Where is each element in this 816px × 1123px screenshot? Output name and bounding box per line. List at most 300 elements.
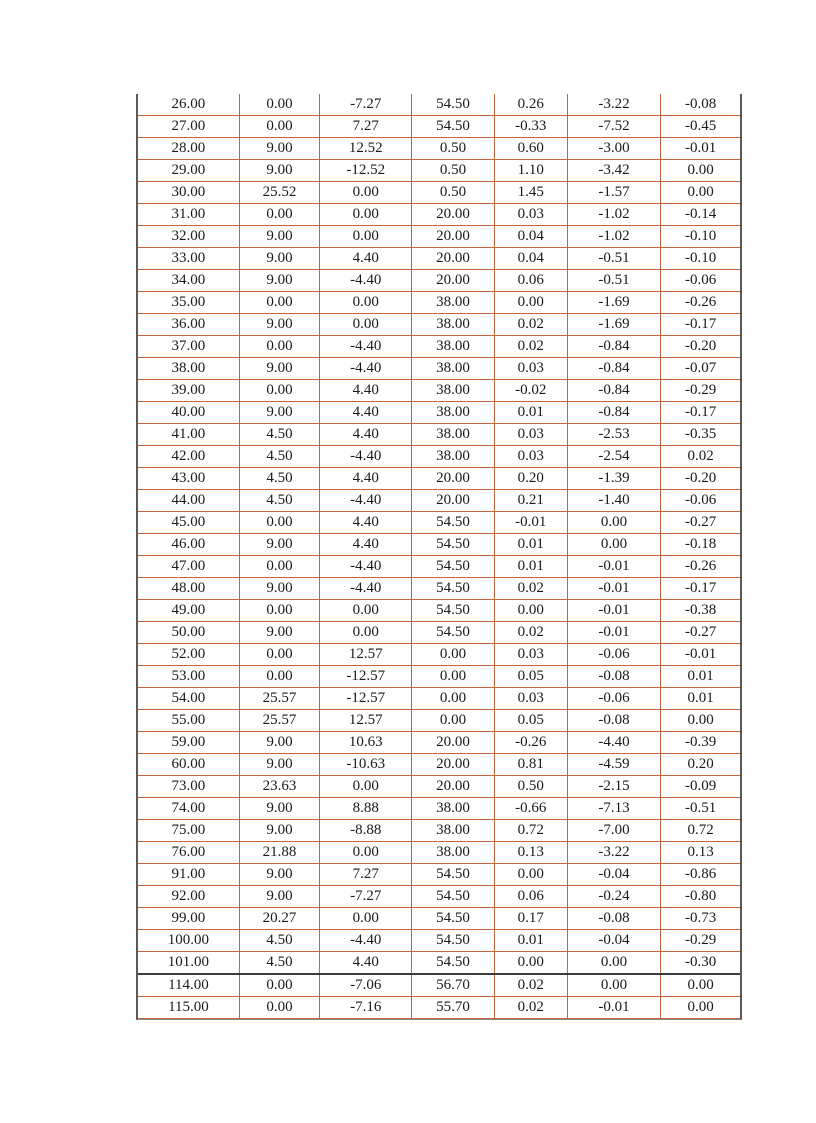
table-cell: 4.40	[320, 248, 412, 270]
table-cell: -0.27	[661, 512, 740, 534]
table-row	[138, 886, 740, 908]
table-cell: 20.00	[412, 204, 494, 226]
table-cell: 4.40	[320, 512, 412, 534]
table-cell: -4.40	[320, 446, 412, 468]
table-cell: 0.00	[239, 600, 319, 622]
table-row	[138, 930, 740, 952]
table-cell: 0.03	[494, 644, 567, 666]
table-cell: 12.57	[320, 710, 412, 732]
table-row	[138, 138, 740, 160]
table-cell: 60.00	[138, 754, 239, 776]
table-cell: 43.00	[138, 468, 239, 490]
table-cell: -0.26	[661, 292, 740, 314]
table-cell: 35.00	[138, 292, 239, 314]
table-cell: -10.63	[320, 754, 412, 776]
table-cell: 9.00	[239, 754, 319, 776]
table-cell: 0.00	[494, 600, 567, 622]
table-cell: 0.26	[494, 94, 567, 116]
table-cell: -12.57	[320, 666, 412, 688]
table-cell: 38.00	[412, 380, 494, 402]
table-cell: -3.22	[567, 94, 660, 116]
table-cell: 0.00	[567, 512, 660, 534]
table-cell: -7.27	[320, 94, 412, 116]
table-cell: -12.57	[320, 688, 412, 710]
table-cell: 0.00	[320, 204, 412, 226]
table-cell: -0.01	[661, 138, 740, 160]
table-row	[138, 292, 740, 314]
table-cell: 0.01	[494, 534, 567, 556]
table-cell: 9.00	[239, 886, 319, 908]
table-cell: 12.57	[320, 644, 412, 666]
table-cell: -7.13	[567, 798, 660, 820]
table-cell: -0.51	[567, 270, 660, 292]
table-cell: 0.00	[412, 688, 494, 710]
table-body	[138, 94, 740, 1019]
table-cell: 59.00	[138, 732, 239, 754]
table-cell: -7.06	[320, 974, 412, 997]
table-cell: -0.20	[661, 468, 740, 490]
table-cell: 9.00	[239, 226, 319, 248]
table-cell: -0.29	[661, 380, 740, 402]
table-cell: -1.02	[567, 226, 660, 248]
table-cell: -4.40	[320, 336, 412, 358]
table-cell: 54.50	[412, 952, 494, 975]
table-cell: -0.06	[567, 688, 660, 710]
table-cell: 54.50	[412, 116, 494, 138]
table-cell: 0.00	[567, 974, 660, 997]
table-cell: -0.07	[661, 358, 740, 380]
table-cell: -0.84	[567, 358, 660, 380]
table-cell: 0.00	[320, 776, 412, 798]
table-cell: -4.40	[320, 270, 412, 292]
table-cell: 0.00	[494, 292, 567, 314]
table-cell: 0.05	[494, 710, 567, 732]
table-cell: 9.00	[239, 534, 319, 556]
table-cell: 4.40	[320, 380, 412, 402]
table-cell: -7.52	[567, 116, 660, 138]
table-cell: -0.08	[567, 908, 660, 930]
table-row	[138, 600, 740, 622]
table-cell: 44.00	[138, 490, 239, 512]
table-cell: 54.50	[412, 556, 494, 578]
table-cell: 4.50	[239, 446, 319, 468]
table-cell: 26.00	[138, 94, 239, 116]
table-cell: 40.00	[138, 402, 239, 424]
table-cell: -0.04	[567, 864, 660, 886]
table-cell: 0.00	[320, 600, 412, 622]
table-row	[138, 270, 740, 292]
table-cell: 28.00	[138, 138, 239, 160]
table-row	[138, 952, 740, 975]
table-row	[138, 556, 740, 578]
table-cell: 12.52	[320, 138, 412, 160]
table-cell: 0.50	[494, 776, 567, 798]
table-row	[138, 402, 740, 424]
table-row	[138, 622, 740, 644]
table-cell: 38.00	[412, 842, 494, 864]
table-row	[138, 974, 740, 997]
table-cell: 9.00	[239, 160, 319, 182]
table-cell: 75.00	[138, 820, 239, 842]
table-cell: 0.00	[412, 644, 494, 666]
table-cell: -0.80	[661, 886, 740, 908]
table-row	[138, 534, 740, 556]
table-cell: 0.00	[320, 842, 412, 864]
table-cell: 32.00	[138, 226, 239, 248]
table-cell: 38.00	[412, 336, 494, 358]
table-cell: 0.00	[494, 864, 567, 886]
table-row	[138, 710, 740, 732]
table-cell: 0.21	[494, 490, 567, 512]
table-cell: 0.00	[239, 336, 319, 358]
table-cell: 0.04	[494, 226, 567, 248]
table-cell: 39.00	[138, 380, 239, 402]
table-cell: 0.00	[412, 666, 494, 688]
table-cell: 74.00	[138, 798, 239, 820]
table-cell: 46.00	[138, 534, 239, 556]
table-cell: 0.50	[412, 160, 494, 182]
table-row	[138, 336, 740, 358]
table-cell: -0.01	[567, 600, 660, 622]
table-cell: 76.00	[138, 842, 239, 864]
table-cell: 0.02	[494, 314, 567, 336]
table-cell: 45.00	[138, 512, 239, 534]
table-cell: 38.00	[412, 798, 494, 820]
table-cell: 0.72	[494, 820, 567, 842]
table-cell: -1.02	[567, 204, 660, 226]
table-cell: 38.00	[412, 358, 494, 380]
table-row	[138, 424, 740, 446]
table-cell: 9.00	[239, 622, 319, 644]
table-cell: -0.33	[494, 116, 567, 138]
table-cell: -0.02	[494, 380, 567, 402]
table-cell: 1.45	[494, 182, 567, 204]
table-cell: -0.20	[661, 336, 740, 358]
table-cell: 54.50	[412, 622, 494, 644]
table-cell: 0.60	[494, 138, 567, 160]
table-row	[138, 644, 740, 666]
table-cell: 73.00	[138, 776, 239, 798]
table-cell: 0.00	[320, 314, 412, 336]
table-cell: 0.00	[661, 974, 740, 997]
table-cell: 20.00	[412, 226, 494, 248]
table-row	[138, 820, 740, 842]
table-cell: -1.57	[567, 182, 660, 204]
table-cell: 0.00	[567, 952, 660, 975]
table-cell: 99.00	[138, 908, 239, 930]
table-cell: 54.00	[138, 688, 239, 710]
table-cell: 0.02	[494, 997, 567, 1019]
table-cell: 54.50	[412, 908, 494, 930]
table-cell: 9.00	[239, 798, 319, 820]
table-cell: 38.00	[412, 402, 494, 424]
table-cell: 4.40	[320, 424, 412, 446]
table-cell: 9.00	[239, 270, 319, 292]
table-cell: 25.57	[239, 688, 319, 710]
table-cell: 0.00	[239, 204, 319, 226]
table-cell: -0.06	[567, 644, 660, 666]
table-cell: 54.50	[412, 512, 494, 534]
table-cell: 0.00	[239, 556, 319, 578]
table-cell: 91.00	[138, 864, 239, 886]
table-row	[138, 248, 740, 270]
table-cell: -2.53	[567, 424, 660, 446]
table-cell: 0.02	[494, 336, 567, 358]
table-cell: 20.00	[412, 754, 494, 776]
table-cell: 34.00	[138, 270, 239, 292]
table-cell: 92.00	[138, 886, 239, 908]
table-cell: 31.00	[138, 204, 239, 226]
table-cell: 38.00	[412, 424, 494, 446]
table-row	[138, 160, 740, 182]
table-cell: -0.86	[661, 864, 740, 886]
table-cell: -0.26	[494, 732, 567, 754]
table-cell: -1.69	[567, 292, 660, 314]
table-cell: 20.27	[239, 908, 319, 930]
table-cell: 54.50	[412, 930, 494, 952]
table-cell: 9.00	[239, 138, 319, 160]
table-cell: 4.50	[239, 490, 319, 512]
table-cell: -0.18	[661, 534, 740, 556]
table-cell: 0.00	[239, 116, 319, 138]
table-cell: 0.01	[494, 402, 567, 424]
table-row	[138, 380, 740, 402]
table-cell: 38.00	[412, 446, 494, 468]
table-cell: 4.50	[239, 930, 319, 952]
table-row	[138, 997, 740, 1019]
table-row	[138, 490, 740, 512]
data-table	[138, 94, 740, 1019]
table-cell: 30.00	[138, 182, 239, 204]
table-cell: 101.00	[138, 952, 239, 975]
table-cell: 0.03	[494, 688, 567, 710]
table-cell: -4.40	[320, 490, 412, 512]
table-cell: 8.88	[320, 798, 412, 820]
table-cell: 0.20	[661, 754, 740, 776]
table-cell: -4.59	[567, 754, 660, 776]
table-cell: -0.01	[494, 512, 567, 534]
table-cell: 54.50	[412, 534, 494, 556]
table-cell: 0.01	[661, 688, 740, 710]
table-cell: -0.08	[661, 94, 740, 116]
table-cell: -0.17	[661, 314, 740, 336]
table-cell: 9.00	[239, 402, 319, 424]
table-cell: 0.01	[494, 930, 567, 952]
table-cell: 4.40	[320, 534, 412, 556]
table-cell: -0.01	[567, 997, 660, 1019]
table-cell: 4.40	[320, 468, 412, 490]
table-cell: 23.63	[239, 776, 319, 798]
table-cell: 53.00	[138, 666, 239, 688]
table-cell: 0.03	[494, 424, 567, 446]
table-cell: -0.51	[567, 248, 660, 270]
table-cell: -0.26	[661, 556, 740, 578]
table-cell: -3.42	[567, 160, 660, 182]
table-cell: 0.00	[239, 644, 319, 666]
table-row	[138, 446, 740, 468]
table-cell: 0.00	[239, 997, 319, 1019]
table-cell: 0.03	[494, 446, 567, 468]
table-cell: -4.40	[320, 358, 412, 380]
table-cell: -0.45	[661, 116, 740, 138]
table-cell: 4.50	[239, 952, 319, 975]
table-cell: 55.70	[412, 997, 494, 1019]
table-cell: -3.00	[567, 138, 660, 160]
table-cell: -0.08	[567, 666, 660, 688]
table-cell: 0.01	[661, 666, 740, 688]
table-cell: 38.00	[412, 292, 494, 314]
table-cell: 55.00	[138, 710, 239, 732]
table-cell: 20.00	[412, 468, 494, 490]
table-cell: 0.50	[412, 182, 494, 204]
table-row	[138, 226, 740, 248]
table-row	[138, 842, 740, 864]
table-cell: 25.57	[239, 710, 319, 732]
table-cell: 1.10	[494, 160, 567, 182]
table-cell: 0.17	[494, 908, 567, 930]
table-cell: -0.10	[661, 248, 740, 270]
table-row	[138, 666, 740, 688]
table-cell: 20.00	[412, 490, 494, 512]
table-cell: 100.00	[138, 930, 239, 952]
table-row	[138, 776, 740, 798]
table-row	[138, 358, 740, 380]
table-cell: 20.00	[412, 270, 494, 292]
table-cell: 0.00	[239, 666, 319, 688]
table-cell: -0.17	[661, 402, 740, 424]
table-cell: 9.00	[239, 248, 319, 270]
table-cell: 0.00	[412, 710, 494, 732]
table-cell: 7.27	[320, 116, 412, 138]
table-cell: 47.00	[138, 556, 239, 578]
table-cell: 38.00	[412, 314, 494, 336]
table-cell: 25.52	[239, 182, 319, 204]
table-cell: -0.39	[661, 732, 740, 754]
table-cell: -0.84	[567, 380, 660, 402]
table-cell: 27.00	[138, 116, 239, 138]
table-cell: -0.27	[661, 622, 740, 644]
table-row	[138, 578, 740, 600]
table-cell: -1.40	[567, 490, 660, 512]
table-cell: 29.00	[138, 160, 239, 182]
table-cell: -0.01	[567, 556, 660, 578]
table-cell: 0.00	[567, 534, 660, 556]
table-cell: 0.03	[494, 204, 567, 226]
table-cell: 0.13	[661, 842, 740, 864]
table-cell: 54.50	[412, 864, 494, 886]
table-cell: 54.50	[412, 578, 494, 600]
table-cell: -0.84	[567, 402, 660, 424]
table-row	[138, 182, 740, 204]
table-cell: 0.02	[661, 446, 740, 468]
table-cell: 0.13	[494, 842, 567, 864]
table-cell: 49.00	[138, 600, 239, 622]
table-cell: 0.72	[661, 820, 740, 842]
table-cell: 0.00	[239, 380, 319, 402]
table-cell: 9.00	[239, 358, 319, 380]
table-row	[138, 512, 740, 534]
table-cell: -0.01	[567, 578, 660, 600]
table-cell: 48.00	[138, 578, 239, 600]
table-row	[138, 468, 740, 490]
table-cell: 37.00	[138, 336, 239, 358]
table-cell: -0.51	[661, 798, 740, 820]
table-cell: 38.00	[138, 358, 239, 380]
table-cell: 0.01	[494, 556, 567, 578]
table-cell: -0.84	[567, 336, 660, 358]
table-cell: 38.00	[412, 820, 494, 842]
table-row	[138, 116, 740, 138]
table-cell: 0.00	[239, 974, 319, 997]
table-cell: 4.50	[239, 424, 319, 446]
table-cell: -0.08	[567, 710, 660, 732]
table-cell: -2.15	[567, 776, 660, 798]
table-cell: 0.02	[494, 974, 567, 997]
table-cell: 9.00	[239, 864, 319, 886]
table-cell: 0.05	[494, 666, 567, 688]
table-cell: -7.16	[320, 997, 412, 1019]
table-row	[138, 204, 740, 226]
table-cell: 0.00	[320, 908, 412, 930]
table-cell: 41.00	[138, 424, 239, 446]
table-cell: -0.04	[567, 930, 660, 952]
table-row	[138, 688, 740, 710]
table-cell: 54.50	[412, 600, 494, 622]
table-cell: 4.40	[320, 952, 412, 975]
table-cell: 54.50	[412, 886, 494, 908]
table-cell: 9.00	[239, 578, 319, 600]
table-cell: 4.50	[239, 468, 319, 490]
table-cell: 0.20	[494, 468, 567, 490]
table-cell: 0.50	[412, 138, 494, 160]
table-cell: 33.00	[138, 248, 239, 270]
table-cell: 0.00	[320, 182, 412, 204]
data-table-container	[136, 94, 742, 1020]
table-cell: 0.06	[494, 270, 567, 292]
table-cell: 54.50	[412, 94, 494, 116]
table-cell: -0.24	[567, 886, 660, 908]
table-cell: -0.06	[661, 270, 740, 292]
table-cell: 4.40	[320, 402, 412, 424]
table-cell: -7.00	[567, 820, 660, 842]
table-row	[138, 798, 740, 820]
table-cell: 0.02	[494, 578, 567, 600]
table-row	[138, 732, 740, 754]
table-cell: -0.35	[661, 424, 740, 446]
table-cell: 56.70	[412, 974, 494, 997]
table-cell: -2.54	[567, 446, 660, 468]
table-cell: 9.00	[239, 314, 319, 336]
table-cell: 52.00	[138, 644, 239, 666]
table-cell: 21.88	[239, 842, 319, 864]
table-cell: 0.04	[494, 248, 567, 270]
table-cell: -8.88	[320, 820, 412, 842]
table-cell: 0.81	[494, 754, 567, 776]
table-cell: 0.00	[239, 94, 319, 116]
table-cell: 0.00	[239, 512, 319, 534]
table-cell: 20.00	[412, 248, 494, 270]
table-cell: 0.00	[320, 292, 412, 314]
table-cell: -0.09	[661, 776, 740, 798]
table-cell: -0.73	[661, 908, 740, 930]
table-cell: -4.40	[320, 556, 412, 578]
table-cell: -0.01	[567, 622, 660, 644]
table-cell: 115.00	[138, 997, 239, 1019]
table-cell: 0.00	[661, 160, 740, 182]
table-cell: -0.38	[661, 600, 740, 622]
table-cell: -4.40	[567, 732, 660, 754]
table-row	[138, 908, 740, 930]
